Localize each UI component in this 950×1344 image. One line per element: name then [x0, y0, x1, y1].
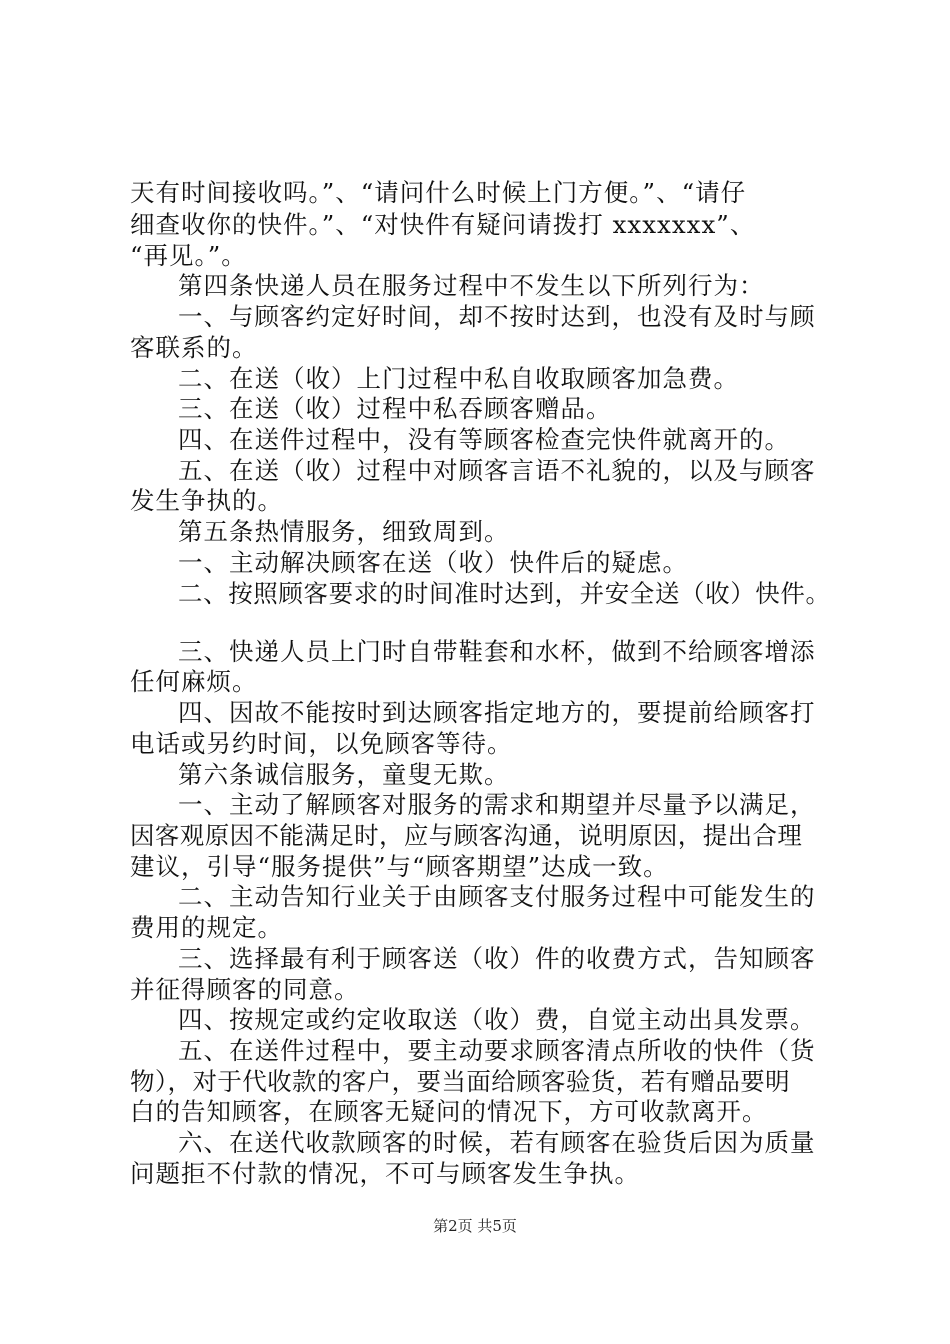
text-line: 三、选择最有利于顾客送（收）件的收费方式，告知顾客 — [178, 944, 816, 973]
text-line: 一、主动解决顾客在送（收）快件后的疑虑。 — [178, 548, 688, 577]
text-line: 并征得顾客的同意。 — [130, 975, 360, 1004]
text-line: 三、快递人员上门时自带鞋套和水杯，做到不给顾客增添 — [178, 637, 816, 666]
text-line: 建议，引导“服务提供”与“顾客期望”达成一致。 — [130, 852, 669, 881]
text-line: 四、因故不能按时到达顾客指定地方的，要提前给顾客打 — [178, 698, 816, 727]
text-line: 客联系的。 — [130, 333, 258, 362]
text-line: 第五条热情服务，细致周到。 — [178, 517, 510, 546]
text-line: 白的告知顾客，在顾客无疑问的情况下，方可收款离开。 — [130, 1097, 768, 1126]
text-line: 二、在送（收）上门过程中私自收取顾客加急费。 — [178, 364, 739, 393]
text-line: 六、在送代收款顾客的时候，若有顾客在验货后因为质量 — [178, 1128, 816, 1157]
text-line: “再见。”。 — [130, 241, 247, 270]
text-line: 电话或另约时间，以免顾客等待。 — [130, 729, 513, 758]
text-line: 二、按照顾客要求的时间准时达到，并安全送（收）快件。 — [178, 579, 831, 608]
text-line: 第四条快递人员在服务过程中不发生以下所列行为： — [178, 271, 765, 300]
text-line: 因客观原因不能满足时，应与顾客沟通，说明原因，提出合理 — [130, 821, 803, 850]
text-line: 四、在送件过程中，没有等顾客检查完快件就离开的。 — [178, 425, 790, 454]
text-line: 一、主动了解顾客对服务的需求和期望并尽量予以满足， — [178, 790, 816, 819]
text-line: 物），对于代收款的客户，要当面给顾客验货，若有赠品要明 — [130, 1067, 791, 1096]
text-line: 天有时间接收吗。”、“请问什么时候上门方便。”、“请仔 — [130, 178, 747, 207]
text-line: 五、在送件过程中，要主动要求顾客清点所收的快件（货 — [178, 1036, 816, 1065]
text-line: 任何麻烦。 — [130, 667, 258, 696]
text-line: 一、与顾客约定好时间，却不按时达到，也没有及时与顾 — [178, 302, 816, 331]
text-line: 费用的规定。 — [130, 913, 283, 942]
page-number-footer: 第2页 共5页 — [433, 1217, 517, 1235]
text-line: 细查收你的快件。”、“对快件有疑问请拨打 xxxxxxx”、 — [130, 210, 756, 239]
text-line: 四、按规定或约定收取送（收）费，自觉主动出具发票。 — [178, 1005, 816, 1034]
text-line: 三、在送（收）过程中私吞顾客赠品。 — [178, 394, 612, 423]
text-line: 第六条诚信服务，童叟无欺。 — [178, 760, 510, 789]
text-line: 五、在送（收）过程中对顾客言语不礼貌的，以及与顾客 — [178, 456, 816, 485]
text-line: 二、主动告知行业关于由顾客支付服务过程中可能发生的 — [178, 882, 816, 911]
text-line: 发生争执的。 — [130, 486, 283, 515]
text-line: 问题拒不付款的情况，不可与顾客发生争执。 — [130, 1159, 640, 1188]
